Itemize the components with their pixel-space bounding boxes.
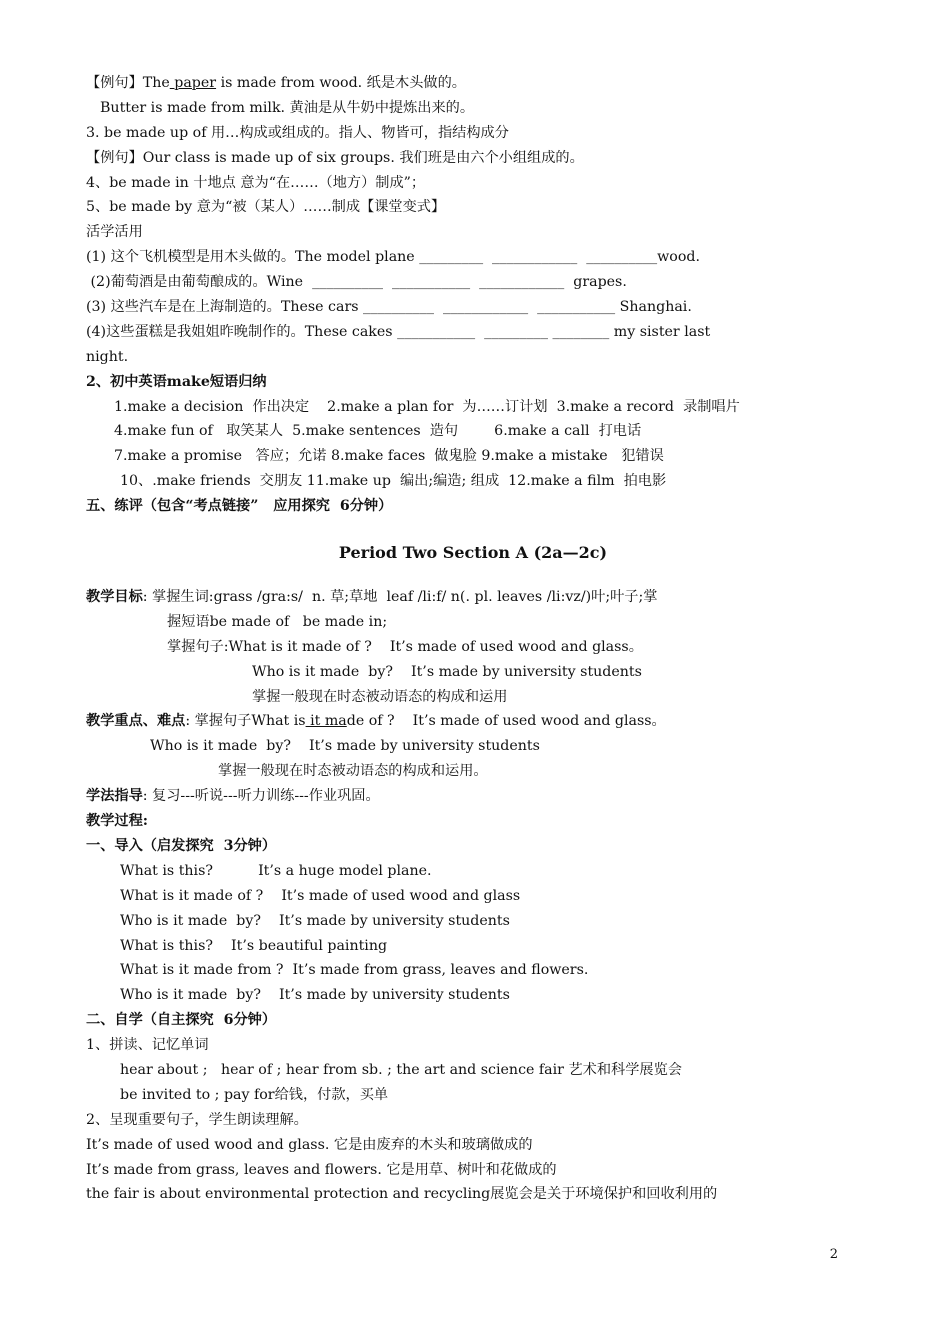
dialogue-line: Who is it made by? It’s made by university students: [120, 987, 510, 1004]
item-made-by: 5、be made by 意为“被（某人）……制成【课堂变式】: [86, 199, 446, 216]
objectives-line-3: 掌握句子:What is it made of ? It’s made of used wood and glass。: [167, 638, 643, 655]
key-points-line-1: [86, 709, 870, 734]
make-phrases-heading: 2、初中英语make短语归纳: [86, 373, 267, 390]
underlined-word: paper: [169, 75, 217, 91]
page-number: 2: [829, 1247, 838, 1262]
objectives-line-4: Who is it made by? It’s made by university students: [252, 663, 642, 680]
key-points-line-2: Who is it made by? It’s made by university students: [150, 738, 540, 755]
item-made-in: 4、be made in 十地点 意为“在……（地方）制成”；: [86, 174, 426, 191]
sentence-line: It’s made of used wood and glass. 它是由废弃的木头和玻璃做成的: [86, 1136, 533, 1153]
example-sentence-paper: [86, 71, 870, 96]
exercise-2: (2)葡萄酒是由葡萄酿成的。Wine __________ ___________ ____________ grapes.: [86, 274, 627, 291]
vocabulary-line-1: hear about ; hear of ; hear from sb. ; the art and science fair 艺术和科学展览会: [120, 1061, 682, 1078]
example-text: is made from wood. 纸是木头做的。: [216, 75, 466, 91]
process-heading: 教学过程:: [86, 813, 148, 830]
section-5-heading: 五、练评（包含“考点链接” 应用探究 6分钟）: [86, 498, 393, 515]
exercise-3: (3) 这些汽车是在上海制造的。These cars __________ ____________ ___________ Shanghai.: [86, 299, 692, 316]
key-points-text-rest: de of ? It’s made of used wood and glass。: [346, 713, 666, 730]
period-title: Period Two Section A (2a—2c): [338, 543, 608, 563]
objectives-label: 教学目标: [86, 589, 143, 606]
example-label: 【例句】The: [86, 75, 170, 91]
key-points-text: : 掌握句子What is: [185, 713, 306, 730]
objectives-line-2: 握短语be made of be made in;: [167, 613, 388, 630]
underlined-text: it ma: [305, 713, 347, 730]
exercise-4-line-1: (4)这些蛋糕是我姐姐昨晚制作的。These cakes ___________ _________ ________ my sister last: [86, 323, 711, 340]
item-made-up-of: 3. be made up of 用…构成或组成的。指人、物皆可，指结构成分: [86, 124, 509, 141]
objectives-line-5: 掌握一般现在时态被动语态的构成和运用: [252, 688, 508, 705]
key-points-line-3: 掌握一般现在时态被动语态的构成和运用。: [218, 763, 488, 780]
subheading-sentences: 2、呈现重要句子，学生朗读理解。: [86, 1111, 308, 1128]
example-sentence-class: 【例句】Our class is made up of six groups. 我们班是由六个小组组成的。: [86, 149, 584, 166]
dialogue-line: What is it made from ? It’s made from grass, leaves and flowers.: [120, 962, 589, 979]
phrase-line: 4.make fun of 取笑某人 5.make sentences 造句 6.make a call 打电话: [114, 423, 642, 440]
phrase-line: 10、.make friends 交朋友 11.make up 编出;编造; 组成 12.make a film 拍电影: [120, 473, 667, 490]
method-line: [86, 784, 870, 809]
dialogue-line: What is this? It’s beautiful painting: [120, 937, 388, 954]
objectives-line-1: [86, 585, 870, 610]
objectives-text: : 掌握生词:grass /gra:s/ n. 草;草地 leaf /li:f/ n(. pl. leaves /li:vz/)叶;叶子;掌: [142, 589, 658, 606]
example-sentence-butter: Butter is made from milk. 黄油是从牛奶中提炼出来的。: [100, 99, 475, 116]
sentence-line: the fair is about environmental protection and recycling展览会是关于环境保护和回收利用的: [86, 1186, 718, 1203]
dialogue-line: What is this? It’s a huge model plane.: [120, 862, 432, 879]
phrase-line: 7.make a promise 答应；允诺 8.make faces 做鬼脸 9.make a mistake 犯错误: [114, 448, 664, 465]
section-1-heading: 一、导入（启发探究 3分钟）: [86, 837, 277, 854]
key-points-label: 教学重点、难点: [86, 713, 186, 730]
vocabulary-line-2: be invited to ; pay for给钱，付款，买单: [120, 1086, 389, 1103]
subheading-vocabulary: 1、拼读、记忆单词: [86, 1037, 209, 1054]
method-text: : 复习---听说---听力训练---作业巩固。: [142, 788, 380, 805]
dialogue-line: What is it made of ? It’s made of used wood and glass: [120, 887, 521, 904]
section-2-heading: 二、自学（自主探究 6分钟）: [86, 1012, 277, 1029]
exercise-4-line-2: night.: [86, 348, 129, 365]
phrase-line: 1.make a decision 作出决定 2.make a plan for 为……订计划 3.make a record 录制唱片: [114, 398, 740, 415]
dialogue-line: Who is it made by? It’s made by university students: [120, 912, 510, 929]
sentence-line: It’s made from grass, leaves and flowers. 它是用草、树叶和花做成的: [86, 1161, 557, 1178]
practice-heading: 活学活用: [86, 224, 143, 241]
exercise-1: (1) 这个飞机模型是用木头做的。The model plane _________ ____________ __________wood.: [86, 249, 700, 266]
method-label: 学法指导: [86, 788, 143, 805]
